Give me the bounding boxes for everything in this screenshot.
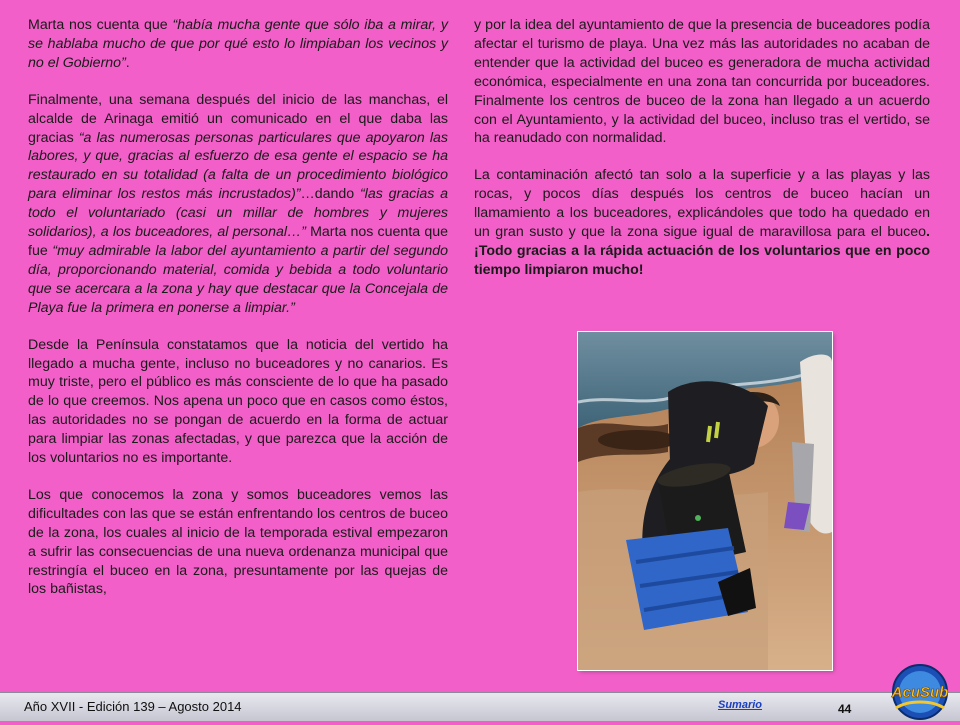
paragraph-contaminacion: La contaminación afectó tan solo a la superficie y a las playas y las rocas, y pocos días después los centros de buceo hacían un llamamiento a los buceadores, explicándoles que todo ha quedado en un gran susto y que la zona sigue igual de maravillosa para el buceo. ¡Todo gracias a la rápida actuación de los voluntarios que en poco tiempo limpiaron mucho! xyxy=(474,167,930,278)
paragraph-alcalde: Finalmente, una semana después del inicio de las manchas, el alcalde de Arinaga emitió un comunicado en el que daba las gracias “a las numerosas personas particulares que apoyaron las labores, y que, gracias al esfuerzo de esa gente el espacio se ha restaurado en su totalidad (a falta de un procedimiento biológico para eliminar los restos más incrustados)”…dando “las gracias a todo el voluntariado (casi un millar de hombres y mujeres solidarios), a los buceadores, al personal…” Marta nos cuenta que fue “muy admirable la labor del ayuntamiento a partir del segundo día, proporcionando material, comida y bebida a todo voluntario que se acercara a la zona y hay que destacar que la Concejala de Playa fue la primera en ponerse a limpiar.” xyxy=(28,91,448,316)
edition-info: Año XVII - Edición 139 – Agosto 2014 xyxy=(24,699,242,714)
logo-text: AcuSub xyxy=(891,684,949,701)
diver-cleanup-photo xyxy=(578,332,832,670)
paragraph-ayuntamiento: y por la idea del ayuntamiento de que la presencia de buceadores podía afectar el turismo de playa. Una vez más las autoridades no acaban de entender que la actividad del buceo es generadora de mucha actividad económica, especialmente en una zona tan concurrida por buceadores. Finalmente los centros de buceo de la zona han llegado a un acuerdo con el Ayuntamiento, y la actividad del buceo, incluso tras el vertido, se ha reanudado con normalidad. xyxy=(474,17,930,147)
right-column xyxy=(474,16,930,298)
page-number: 44 xyxy=(838,702,852,716)
paragraph-peninsula: Desde la Península constatamos que la noticia del vertido ha llegado a mucha gente, incluso no buceadores y no canarios. Es muy triste, pero el público es más consciente de lo que ha pasado de lo que creemos. Nos apena un poco que en casos como éstos, las autoridades no se pongan de acuerdo en la forma de actuar para limpiar las zonas afectadas, y que parezca que la acción de los voluntarios no es importante. xyxy=(28,336,448,467)
paragraph-buceadores: Los que conocemos la zona y somos buceadores vemos las dificultades con las que se están enfrentando los centros de buceo de la zona, los cuales al inicio de la temporada estival empezaron a sufrir las consecuencias de una nueva ordenanza municipal que restringía el buceo en la zona, presuntamente por las quejas de los bañistas, xyxy=(28,486,448,598)
left-column xyxy=(28,16,448,617)
acusub-logo xyxy=(874,656,960,720)
sumario-link[interactable]: Sumario xyxy=(718,699,763,711)
paragraph-marta-quote: Marta nos cuenta que “había mucha gente que sólo iba a mirar, y se hablaba mucho de que por qué esto lo limpiaban los vecinos y no el Gobierno”. xyxy=(28,17,448,71)
